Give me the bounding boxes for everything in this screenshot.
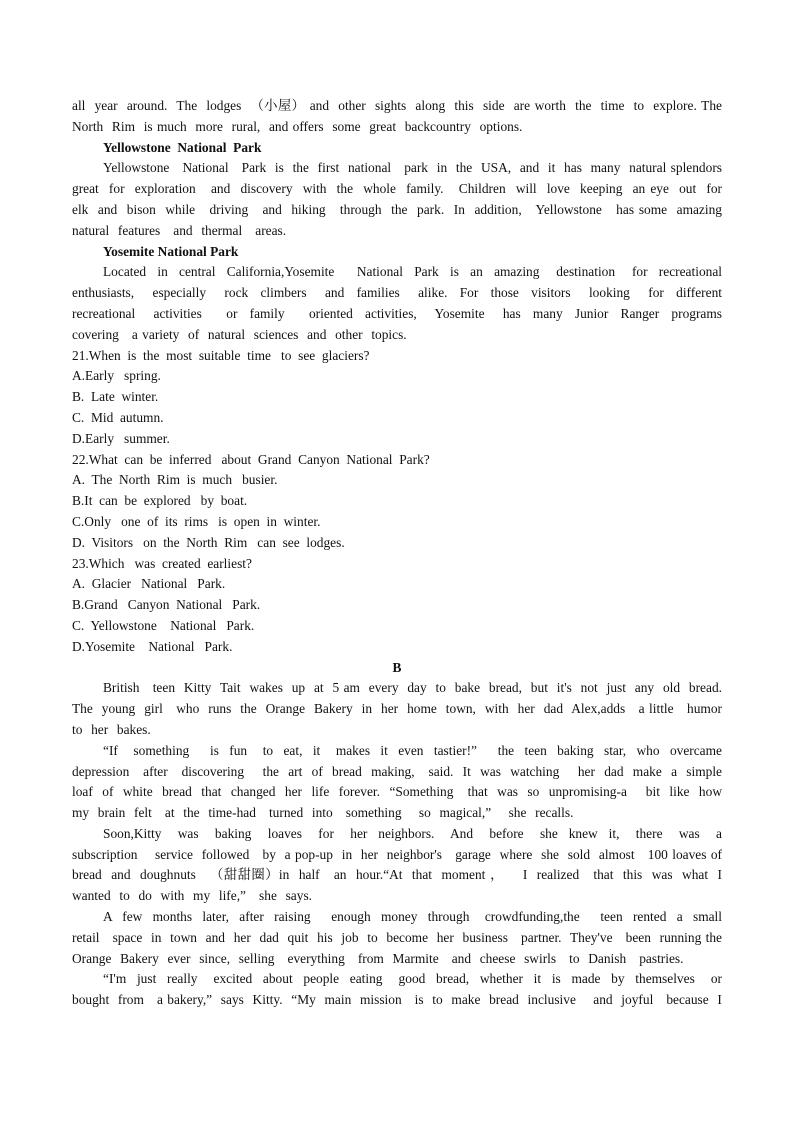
- answer-option: B.It can be explored by boat.: [72, 493, 248, 509]
- answer-option: B.Grand Canyon National Park.: [72, 597, 261, 613]
- answer-option: A. The North Rim is much busier.: [72, 472, 278, 488]
- question-stem: 21.When is the most suitable time to see glaciers?: [72, 347, 370, 363]
- question-23: [72, 554, 722, 658]
- question-stem: 22.What can be inferred about Grand Canyon National Park?: [72, 451, 430, 467]
- yellowstone-heading: Yellowstone National Park: [103, 139, 262, 155]
- answer-option: C. Mid autumn.: [72, 409, 164, 425]
- answer-option: A.Early spring.: [72, 368, 161, 384]
- answer-option: B. Late winter.: [72, 389, 159, 405]
- yosemite-heading: Yosemite National Park: [103, 243, 239, 259]
- passage-b-paragraph: “I'm just really excited about people eating good bread, whether it is made by themselves or bought from a bakery,” says Kitty. “My main mission is to make bread inclusive and joyful because I: [72, 971, 727, 1008]
- passage-b-paragraph: “If something is fun to eat, it makes it even tastier!” the teen baking star, who overcame depression after discovering the art of bread making, said. It was watching her dad make a simple loaf of white bread that changed her life forever. “Something that was so unpromising-a bit like how my brain felt at the time-had turned into something so magical,” she recalls.: [72, 742, 727, 821]
- document-page: [72, 96, 731, 1011]
- answer-option: D.Early summer.: [72, 430, 170, 446]
- answer-option: A. Glacier National Park.: [72, 576, 226, 592]
- section-b-label: B: [392, 659, 402, 675]
- question-22: [72, 450, 722, 554]
- answer-option: C. Yellowstone National Park.: [72, 617, 255, 633]
- question-21: [72, 346, 722, 450]
- passage-b-paragraph: A few months later, after raising enough money through crowdfunding,the teen rented a small retail space in town and her dad quit his job to become her business partner. They've been running the Orange Bakery ever since, selling everything from Marmite and cheese swirls to Danish pastries.: [72, 909, 731, 966]
- yosemite-paragraph: Located in central California,Yosemite National Park is an amazing destination for recreational enthusiasts, especially rock climbers and families alike. For those visitors looking for different recreational activities or family oriented activities, Yosemite has many Junior Ranger programs covering a variety of natural sciences and other topics.: [72, 264, 727, 342]
- intro-paragraph: all year around. The lodges （小屋） and other sights along this side are worth the time to explore. The North Rim is much more rural, and offers some great backcountry options.: [72, 98, 731, 134]
- answer-option: D.Yosemite National Park.: [72, 638, 233, 654]
- answer-option: C.Only one of its rims is open in winter.: [72, 513, 321, 529]
- question-stem: 23.Which was created earliest?: [72, 555, 252, 571]
- answer-option: D. Visitors on the North Rim can see lodges.: [72, 534, 345, 550]
- yellowstone-paragraph: Yellowstone National Park is the first national park in the USA, and it has many natural splendors great for exploration and discovery with the whole family. Children will love keeping an eye out for elk and bison while driving and hiking through the park. In addition, Yellowstone has some amazing natural features and thermal areas.: [72, 160, 731, 238]
- passage-b-paragraph: Soon,Kitty was baking loaves for her neighbors. And before she knew it, there was a subscription service followed by a pop-up in her neighbor's garage where she sold almost 100 loaves of bread and doughnuts （甜甜圈）in half an hour.“At that moment ， I realized that this was what I wanted to do with my life,” she says.: [72, 825, 731, 904]
- passage-b-paragraph: British teen Kitty Tait wakes up at 5 am every day to bake bread, but it's not just any old bread. The young girl who runs the Orange Bakery in her home town, with her dad Alex,adds a little humor to her bakes.: [72, 680, 727, 737]
